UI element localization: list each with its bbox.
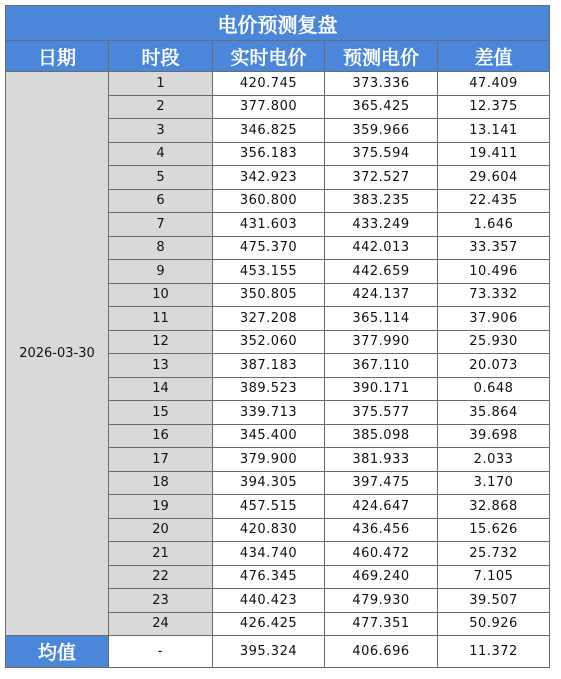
date-cell: 2026-03-30 [6, 72, 109, 636]
forecast-price-cell: 436.456 [325, 518, 438, 542]
period-cell: 15 [109, 401, 213, 425]
forecast-price-cell: 442.659 [325, 260, 438, 284]
realtime-price-cell: 426.425 [213, 612, 325, 636]
period-cell: 5 [109, 166, 213, 190]
period-cell: 12 [109, 330, 213, 354]
period-cell: 8 [109, 236, 213, 260]
realtime-price-cell: 457.515 [213, 495, 325, 519]
difference-cell: 10.496 [438, 260, 550, 284]
forecast-price-cell: 367.110 [325, 354, 438, 378]
realtime-price-cell: 476.345 [213, 565, 325, 589]
difference-cell: 29.604 [438, 166, 550, 190]
difference-cell: 37.906 [438, 307, 550, 331]
period-cell: 17 [109, 448, 213, 472]
forecast-price-cell: 373.336 [325, 72, 438, 96]
period-cell: 20 [109, 518, 213, 542]
difference-cell: 39.698 [438, 424, 550, 448]
forecast-price-cell: 383.235 [325, 189, 438, 213]
header-difference: 差值 [438, 41, 550, 72]
forecast-price-cell: 397.475 [325, 471, 438, 495]
forecast-price-cell: 375.577 [325, 401, 438, 425]
forecast-price-cell: 477.351 [325, 612, 438, 636]
realtime-price-cell: 350.805 [213, 283, 325, 307]
difference-cell: 19.411 [438, 142, 550, 166]
forecast-price-cell: 359.966 [325, 119, 438, 143]
difference-cell: 39.507 [438, 589, 550, 613]
period-cell: 9 [109, 260, 213, 284]
table-body [6, 72, 550, 636]
period-cell: 24 [109, 612, 213, 636]
difference-cell: 35.864 [438, 401, 550, 425]
price-review-table [5, 5, 550, 668]
average-forecast-price: 406.696 [325, 636, 438, 668]
average-label: 均值 [6, 636, 109, 668]
realtime-price-cell: 420.830 [213, 518, 325, 542]
difference-cell: 25.930 [438, 330, 550, 354]
price-review-table-container [5, 5, 550, 668]
forecast-price-cell: 365.114 [325, 307, 438, 331]
forecast-price-cell: 390.171 [325, 377, 438, 401]
realtime-price-cell: 342.923 [213, 166, 325, 190]
difference-cell: 12.375 [438, 95, 550, 119]
realtime-price-cell: 475.370 [213, 236, 325, 260]
period-cell: 18 [109, 471, 213, 495]
realtime-price-cell: 387.183 [213, 354, 325, 378]
realtime-price-cell: 379.900 [213, 448, 325, 472]
period-cell: 14 [109, 377, 213, 401]
realtime-price-cell: 434.740 [213, 542, 325, 566]
period-cell: 23 [109, 589, 213, 613]
period-cell: 11 [109, 307, 213, 331]
period-cell: 13 [109, 354, 213, 378]
realtime-price-cell: 346.825 [213, 119, 325, 143]
period-cell: 3 [109, 119, 213, 143]
table-row [6, 72, 550, 96]
difference-cell: 32.868 [438, 495, 550, 519]
forecast-price-cell: 442.013 [325, 236, 438, 260]
forecast-price-cell: 424.137 [325, 283, 438, 307]
average-period: - [109, 636, 213, 668]
forecast-price-cell: 372.527 [325, 166, 438, 190]
header-realtime-price: 实时电价 [213, 41, 325, 72]
period-cell: 6 [109, 189, 213, 213]
average-difference: 11.372 [438, 636, 550, 668]
forecast-price-cell: 365.425 [325, 95, 438, 119]
difference-cell: 13.141 [438, 119, 550, 143]
realtime-price-cell: 453.155 [213, 260, 325, 284]
forecast-price-cell: 375.594 [325, 142, 438, 166]
table-title: 电价预测复盘 [6, 6, 550, 41]
forecast-price-cell: 377.990 [325, 330, 438, 354]
realtime-price-cell: 360.800 [213, 189, 325, 213]
difference-cell: 15.626 [438, 518, 550, 542]
period-cell: 1 [109, 72, 213, 96]
difference-cell: 1.646 [438, 213, 550, 237]
period-cell: 19 [109, 495, 213, 519]
period-cell: 2 [109, 95, 213, 119]
realtime-price-cell: 339.713 [213, 401, 325, 425]
header-forecast-price: 预测电价 [325, 41, 438, 72]
realtime-price-cell: 327.208 [213, 307, 325, 331]
forecast-price-cell: 385.098 [325, 424, 438, 448]
realtime-price-cell: 420.745 [213, 72, 325, 96]
difference-cell: 3.170 [438, 471, 550, 495]
realtime-price-cell: 356.183 [213, 142, 325, 166]
difference-cell: 20.073 [438, 354, 550, 378]
difference-cell: 50.926 [438, 612, 550, 636]
forecast-price-cell: 424.647 [325, 495, 438, 519]
difference-cell: 47.409 [438, 72, 550, 96]
realtime-price-cell: 377.800 [213, 95, 325, 119]
difference-cell: 73.332 [438, 283, 550, 307]
period-cell: 7 [109, 213, 213, 237]
difference-cell: 0.648 [438, 377, 550, 401]
realtime-price-cell: 440.423 [213, 589, 325, 613]
difference-cell: 33.357 [438, 236, 550, 260]
forecast-price-cell: 479.930 [325, 589, 438, 613]
difference-cell: 7.105 [438, 565, 550, 589]
period-cell: 4 [109, 142, 213, 166]
forecast-price-cell: 381.933 [325, 448, 438, 472]
difference-cell: 2.033 [438, 448, 550, 472]
difference-cell: 25.732 [438, 542, 550, 566]
forecast-price-cell: 460.472 [325, 542, 438, 566]
average-realtime-price: 395.324 [213, 636, 325, 668]
difference-cell: 22.435 [438, 189, 550, 213]
realtime-price-cell: 345.400 [213, 424, 325, 448]
header-date: 日期 [6, 41, 109, 72]
period-cell: 16 [109, 424, 213, 448]
realtime-price-cell: 394.305 [213, 471, 325, 495]
period-cell: 22 [109, 565, 213, 589]
header-period: 时段 [109, 41, 213, 72]
forecast-price-cell: 433.249 [325, 213, 438, 237]
realtime-price-cell: 389.523 [213, 377, 325, 401]
realtime-price-cell: 352.060 [213, 330, 325, 354]
forecast-price-cell: 469.240 [325, 565, 438, 589]
realtime-price-cell: 431.603 [213, 213, 325, 237]
period-cell: 21 [109, 542, 213, 566]
period-cell: 10 [109, 283, 213, 307]
